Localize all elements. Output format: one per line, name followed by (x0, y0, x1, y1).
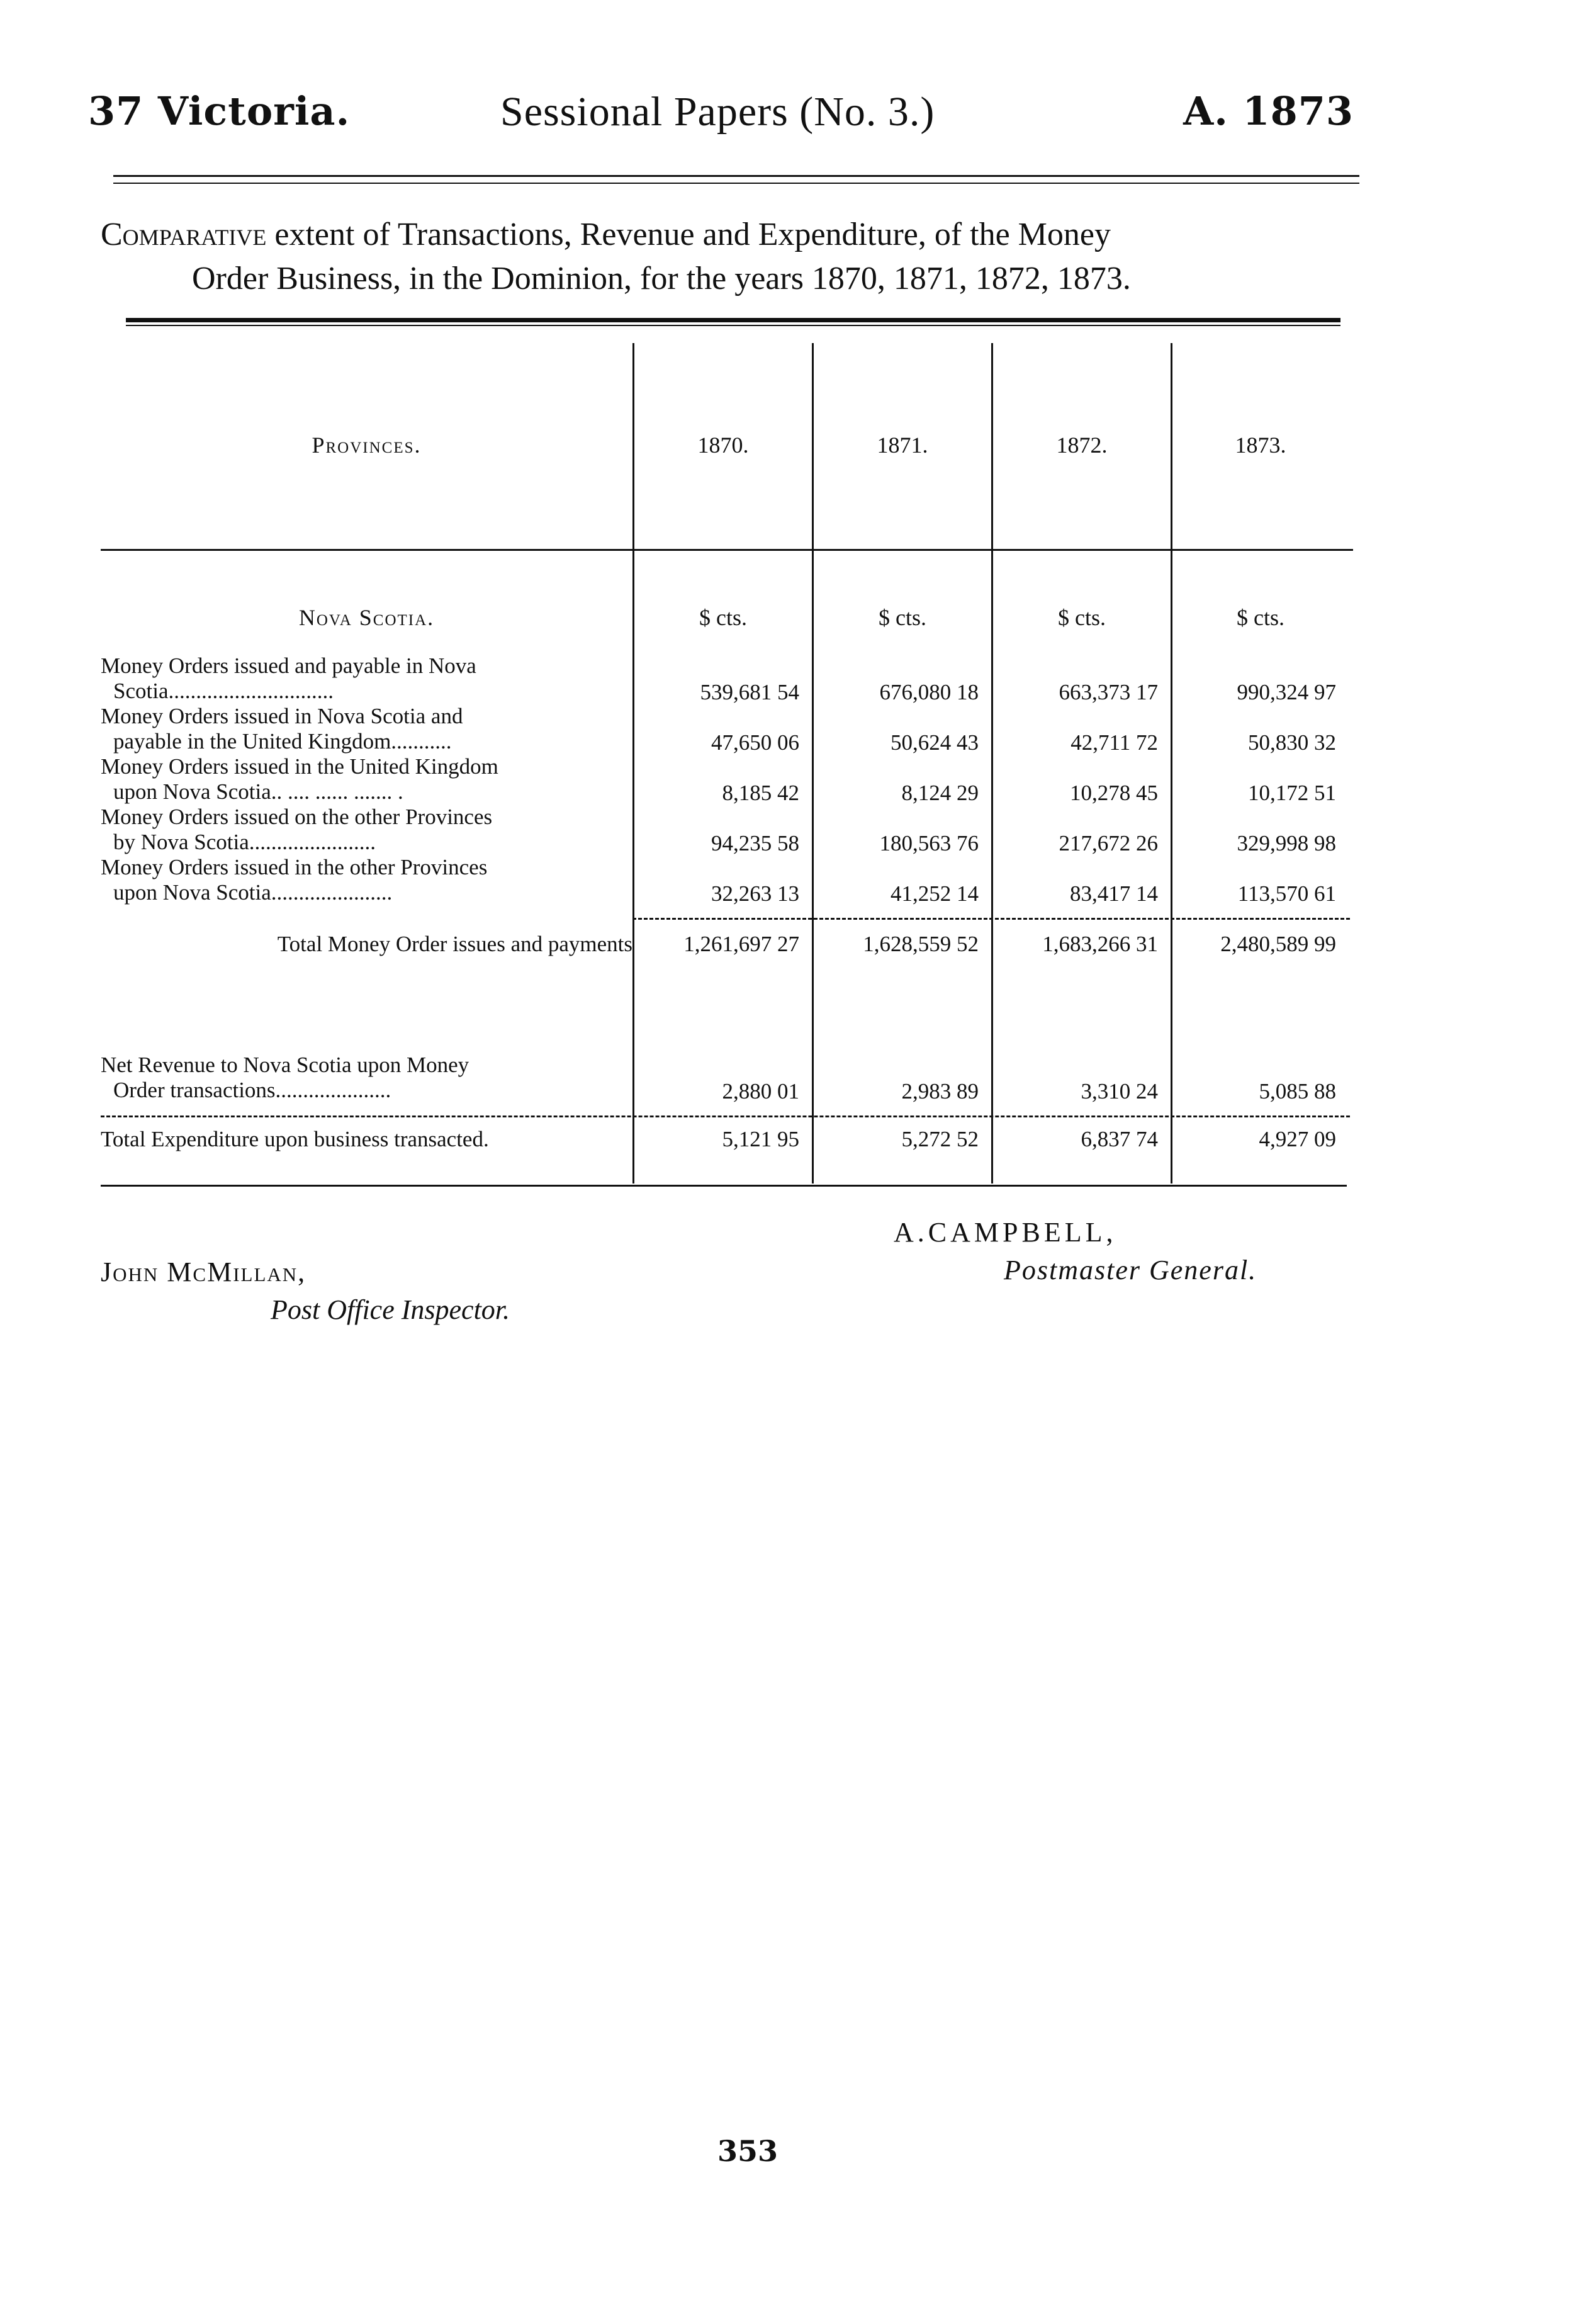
row-label-line: Scotia.............................. (113, 679, 334, 703)
signature-right-title: Postmaster General. (1004, 1255, 1257, 1285)
table-cell: 676,080 18 (879, 680, 979, 704)
unit-1873: $ cts. (1237, 605, 1284, 630)
row-label-line: upon Nova Scotia...................... (113, 880, 393, 905)
table-cell: 47,650 06 (711, 730, 799, 755)
column-divider-4 (1171, 343, 1172, 1183)
row-label (101, 754, 632, 805)
total-issues-1873: 2,480,589 99 (1220, 932, 1336, 956)
row-label-line: Money Orders issued in the other Provinces (101, 855, 488, 879)
table-cell: 539,681 54 (700, 680, 799, 704)
header-rule-bottom (113, 183, 1359, 184)
column-divider-1 (632, 343, 634, 1183)
column-divider-3 (991, 343, 993, 1183)
title-rule (126, 318, 1340, 322)
table-cell: 8,185 42 (722, 781, 799, 805)
total-issues-1872: 1,683,266 31 (1042, 932, 1158, 956)
table-cell: 32,263 13 (711, 881, 799, 906)
column-header-1870: 1870. (697, 432, 749, 458)
net-revenue-1873: 5,085 88 (1259, 1079, 1336, 1104)
column-header-1872: 1872. (1056, 432, 1108, 458)
title-rule-thin (126, 325, 1340, 326)
title-line-1: extent of Transactions, Revenue and Expenditure, of the Money (266, 217, 1111, 252)
table-cell: 94,235 58 (711, 831, 799, 856)
page-number: 353 (717, 2134, 778, 2168)
row-label-line: Money Orders issued in Nova Scotia and (101, 704, 463, 728)
row-label-line: Money Orders issued in the United Kingdom (101, 754, 498, 779)
row-label-line: Money Orders issued and payable in Nova (101, 653, 476, 678)
row-label-line: Money Orders issued on the other Provinces (101, 805, 493, 829)
running-header-left: 37 Victoria. (88, 88, 351, 134)
total-issues-label: Total Money Order issues and payments (277, 932, 632, 956)
table-cell: 50,830 32 (1248, 730, 1336, 755)
signature-left-name: John McMillan, (101, 1257, 306, 1287)
table-cell: 663,373 17 (1059, 680, 1158, 704)
unit-1871: $ cts. (879, 605, 926, 630)
table-bottom-rule (101, 1185, 1347, 1187)
title-line-2: Order Business, in the Dominion, for the years 1870, 1871, 1872, 1873. (192, 261, 1131, 297)
total-issues-1870: 1,261,697 27 (683, 932, 799, 956)
signature-left-title: Post Office Inspector. (271, 1294, 510, 1325)
row-label (101, 855, 632, 905)
net-revenue-label-line-2: Order transactions..................... (113, 1078, 391, 1102)
row-label (101, 704, 632, 754)
net-revenue-1872: 3,310 24 (1081, 1079, 1158, 1104)
row-label (101, 805, 632, 855)
signature-right-name: A.CAMPBELL, (894, 1217, 1117, 1248)
table-cell: 990,324 97 (1237, 680, 1336, 704)
row-label-line: by Nova Scotia....................... (113, 830, 376, 854)
running-header-right: A. 1873 (1183, 88, 1354, 134)
net-revenue-1871: 2,983 89 (901, 1079, 979, 1104)
table-cell: 50,624 43 (891, 730, 979, 755)
table-cell: 83,417 14 (1070, 881, 1158, 906)
table-cell: 41,252 14 (891, 881, 979, 906)
total-rule (632, 918, 1350, 920)
net-revenue-rule (101, 1116, 1350, 1117)
net-revenue-label (101, 1053, 632, 1103)
table-cell: 8,124 29 (901, 781, 979, 805)
table-cell: 113,570 61 (1237, 881, 1336, 906)
column-header-provinces: Provinces. (312, 432, 422, 458)
section-heading-nova-scotia: Nova Scotia. (298, 605, 435, 630)
row-label-line: payable in the United Kingdom........... (113, 729, 452, 754)
column-divider-2 (812, 343, 814, 1183)
table-cell: 10,172 51 (1248, 781, 1336, 805)
table-cell: 10,278 45 (1070, 781, 1158, 805)
table-cell: 329,998 98 (1237, 831, 1336, 856)
table-cell: 180,563 76 (879, 831, 979, 856)
column-header-1871: 1871. (877, 432, 928, 458)
net-revenue-label-line-1: Net Revenue to Nova Scotia upon Money (101, 1053, 469, 1077)
document-title (101, 213, 1353, 301)
column-header-rule (101, 549, 1353, 551)
column-header-1873: 1873. (1235, 432, 1286, 458)
row-label-line: upon Nova Scotia.. .... ...... ....... . (113, 779, 403, 804)
row-label (101, 653, 632, 704)
total-issues-1871: 1,628,559 52 (863, 932, 979, 956)
total-expenditure-1872: 6,837 74 (1081, 1127, 1158, 1151)
net-revenue-1870: 2,880 01 (722, 1079, 799, 1104)
unit-1872: $ cts. (1058, 605, 1106, 630)
table-cell: 42,711 72 (1071, 730, 1158, 755)
running-header-center: Sessional Papers (No. 3.) (500, 89, 935, 135)
title-first-word: Comparative (101, 217, 267, 252)
total-expenditure-1873: 4,927 09 (1259, 1127, 1336, 1151)
unit-1870: $ cts. (699, 605, 747, 630)
header-rule-top (113, 175, 1359, 177)
total-expenditure-1870: 5,121 95 (722, 1127, 799, 1151)
table-cell: 217,672 26 (1059, 831, 1158, 856)
total-expenditure-1871: 5,272 52 (901, 1127, 979, 1151)
total-expenditure-label: Total Expenditure upon business transacted. (101, 1127, 489, 1151)
